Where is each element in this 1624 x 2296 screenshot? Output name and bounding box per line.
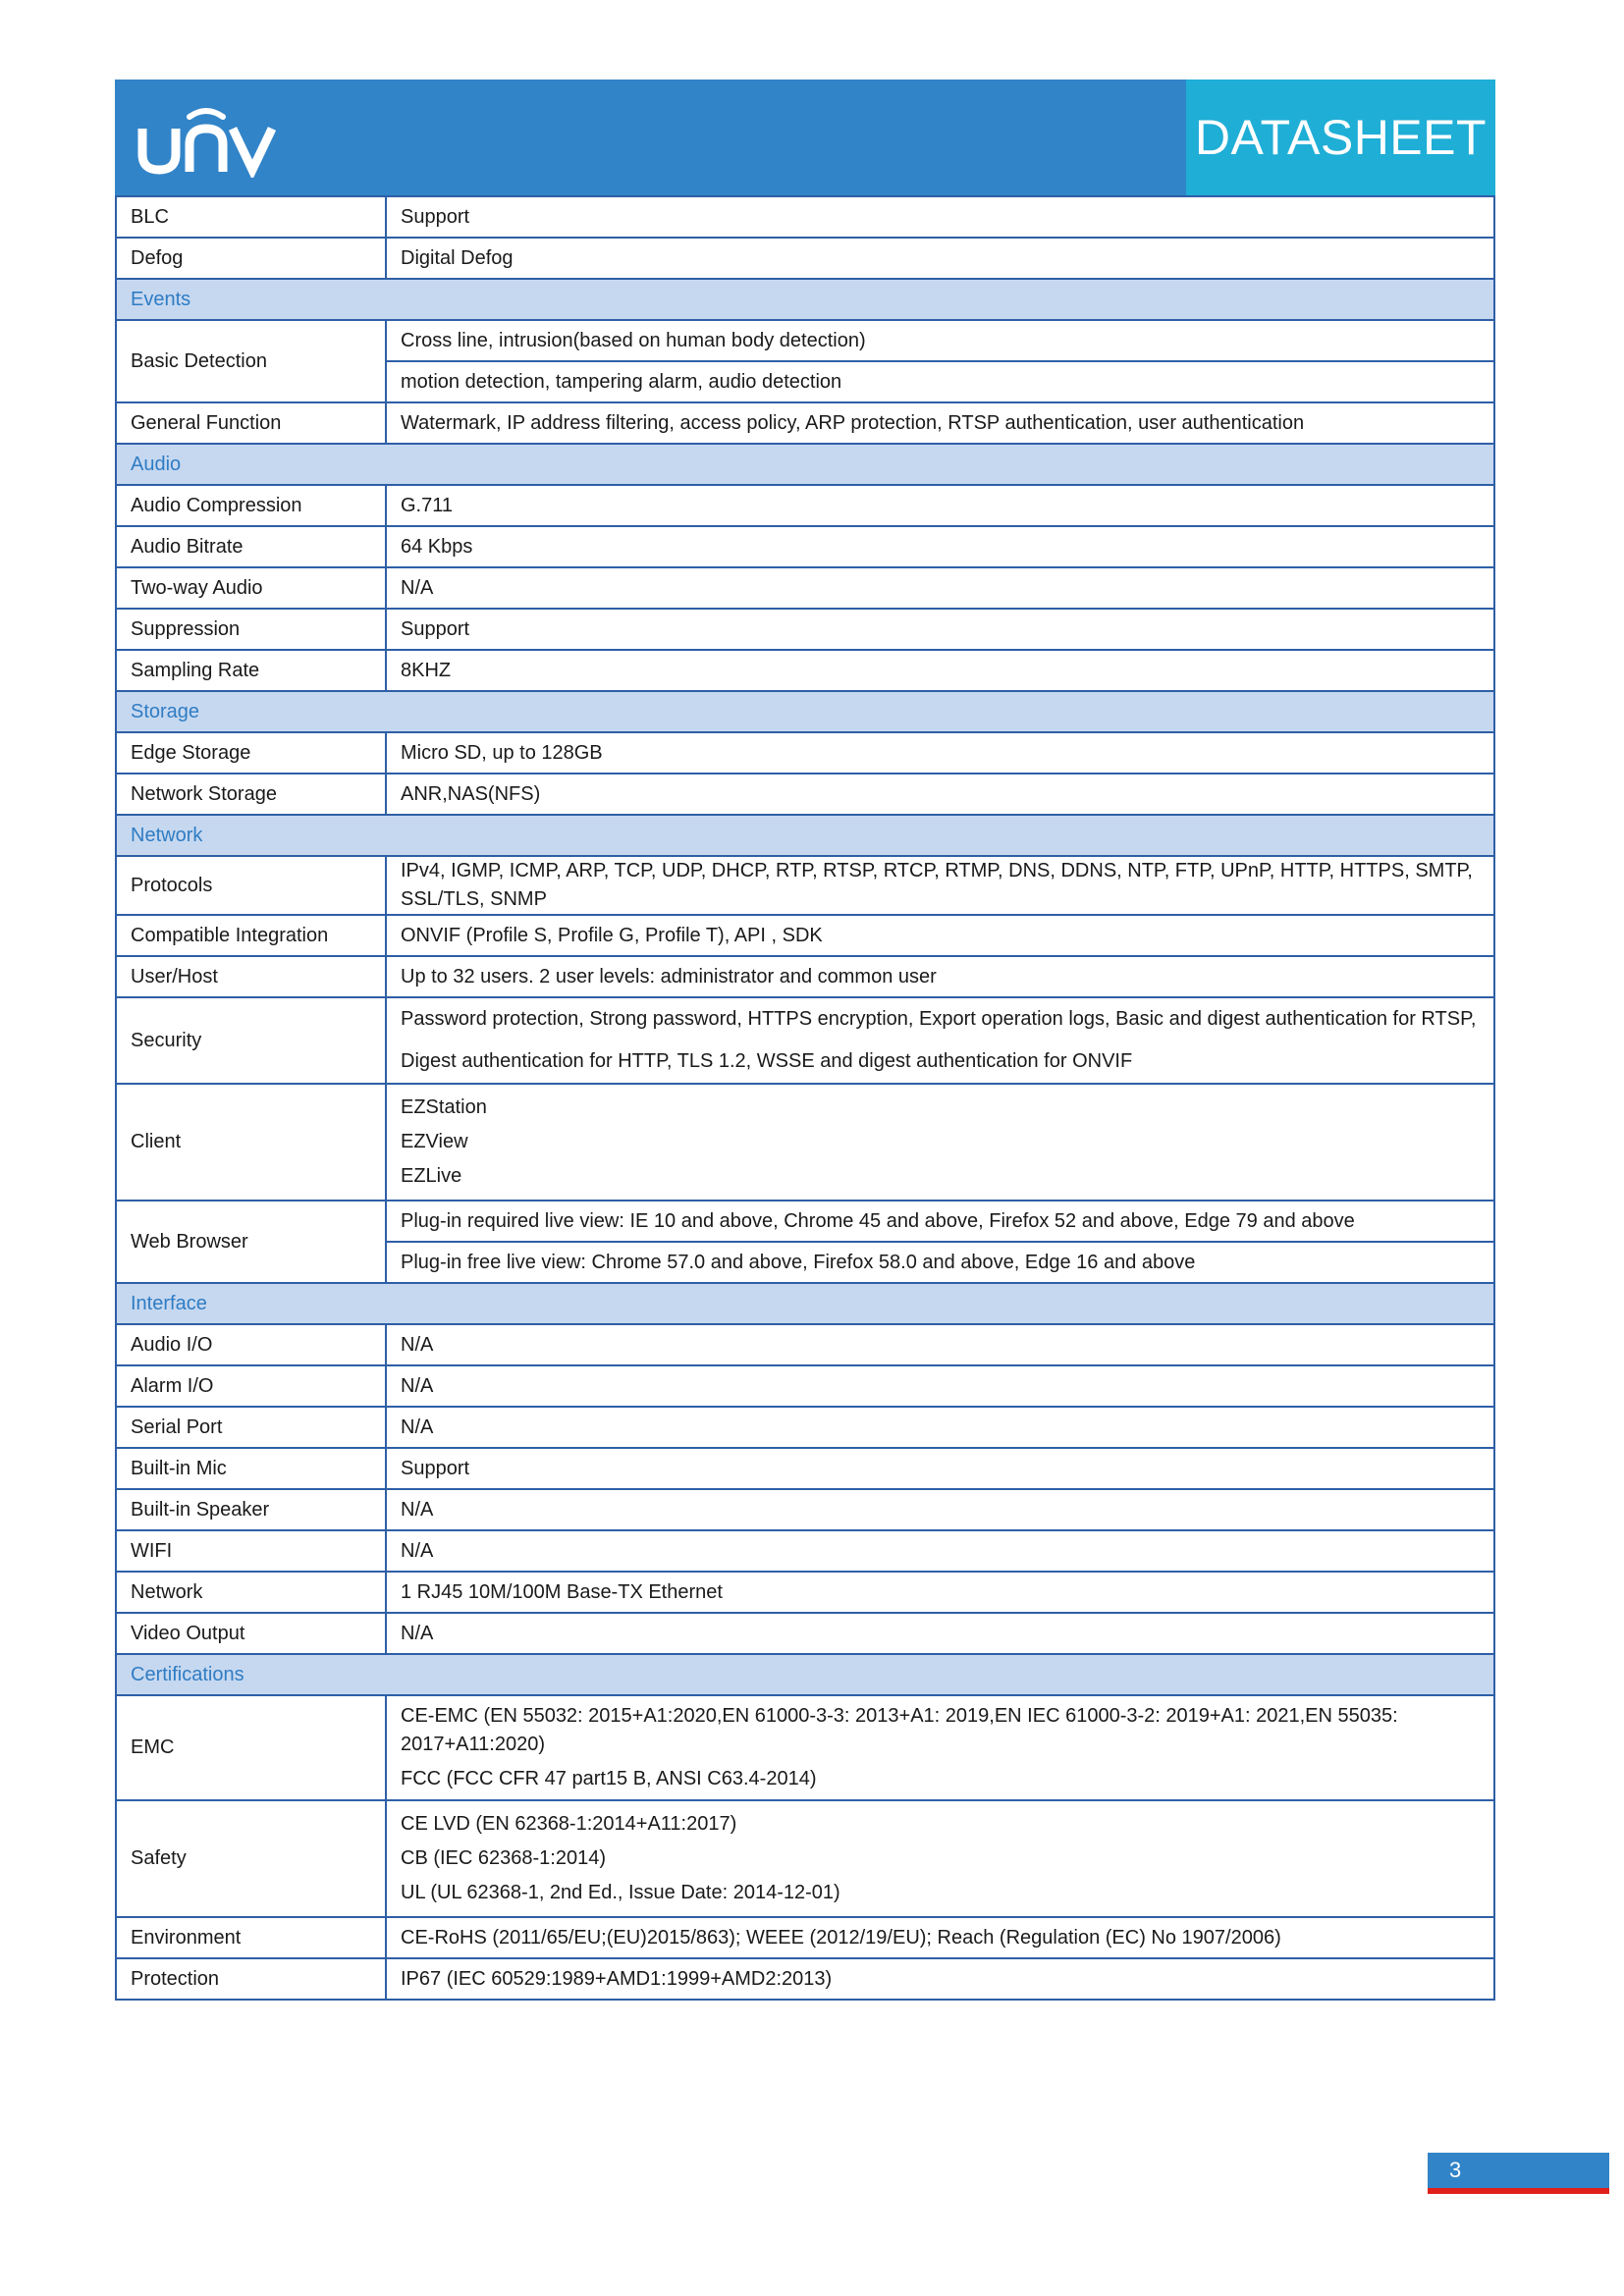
section-events <box>116 279 1494 320</box>
spec-value: N/A <box>386 1613 1494 1654</box>
spec-label: Edge Storage <box>116 732 386 774</box>
spec-row-video-output <box>116 1613 1494 1654</box>
spec-value-line: CE-EMC (EN 55032: 2015+A1:2020,EN 61000-3-3: 2013+A1: 2019,EN IEC 61000-3-2: 2019+A1: 2021,EN 55035: 2017+A11:2020) <box>401 1705 1398 1755</box>
section-network <box>116 815 1494 856</box>
spec-row-audio-bitrate <box>116 526 1494 567</box>
spec-label: Built-in Speaker <box>116 1489 386 1530</box>
spec-label: Environment <box>116 1917 386 1958</box>
unv-logo <box>133 99 280 178</box>
spec-label: Network <box>116 1572 386 1613</box>
spec-label: Network Storage <box>116 774 386 815</box>
spec-value: ONVIF (Profile S, Profile G, Profile T), API , SDK <box>386 915 1494 956</box>
header-brand-band <box>115 80 1186 195</box>
spec-value: Plug-in free live view: Chrome 57.0 and above, Firefox 58.0 and above, Edge 16 and above <box>386 1242 1494 1283</box>
page-number-underline <box>1428 2188 1609 2194</box>
spec-value-line: EZLive <box>401 1165 462 1187</box>
spec-row-basic-detection <box>116 320 1494 361</box>
spec-value: N/A <box>386 1489 1494 1530</box>
spec-row-compatible-integration <box>116 915 1494 956</box>
spec-value: Cross line, intrusion(based on human body detection) <box>386 320 1494 361</box>
spec-value-line: EZStation <box>401 1096 487 1118</box>
spec-label: EMC <box>116 1695 386 1800</box>
spec-row-audio-io <box>116 1324 1494 1365</box>
spec-value: Support <box>386 609 1494 650</box>
section-title: Events <box>116 279 1494 320</box>
spec-row-general-function <box>116 402 1494 444</box>
spec-row-blc <box>116 196 1494 238</box>
spec-row-alarm-io <box>116 1365 1494 1407</box>
spec-value: 64 Kbps <box>386 526 1494 567</box>
spec-value: ANR,NAS(NFS) <box>386 774 1494 815</box>
spec-label: Web Browser <box>116 1201 386 1283</box>
spec-value-line: Password protection, Strong password, HTTPS encryption, Export operation logs, Basic and digest authentication for RTSP, <box>401 1008 1477 1030</box>
spec-value-line: UL (UL 62368-1, 2nd Ed., Issue Date: 2014-12-01) <box>401 1882 840 1903</box>
spec-value: N/A <box>386 567 1494 609</box>
section-interface <box>116 1283 1494 1324</box>
spec-value-line: EZView <box>401 1131 468 1152</box>
spec-label: Video Output <box>116 1613 386 1654</box>
spec-row-defog <box>116 238 1494 279</box>
spec-row-serial-port <box>116 1407 1494 1448</box>
section-title: Network <box>116 815 1494 856</box>
spec-value: 8KHZ <box>386 650 1494 691</box>
spec-row-built-in-speaker <box>116 1489 1494 1530</box>
spec-value: N/A <box>386 1530 1494 1572</box>
spec-row-client <box>116 1084 1494 1201</box>
spec-row-wifi <box>116 1530 1494 1572</box>
spec-row-suppression <box>116 609 1494 650</box>
spec-label: Sampling Rate <box>116 650 386 691</box>
spec-label: General Function <box>116 402 386 444</box>
spec-label: Alarm I/O <box>116 1365 386 1407</box>
spec-value-group <box>386 997 1494 1084</box>
spec-value-line: CB (IEC 62368-1:2014) <box>401 1847 607 1869</box>
spec-row-network-storage <box>116 774 1494 815</box>
section-certifications <box>116 1654 1494 1695</box>
spec-value-line: FCC (FCC CFR 47 part15 B, ANSI C63.4-2014) <box>401 1768 817 1789</box>
spec-label: Defog <box>116 238 386 279</box>
section-title: Certifications <box>116 1654 1494 1695</box>
spec-value: Support <box>386 1448 1494 1489</box>
spec-label: User/Host <box>116 956 386 997</box>
spec-row-network-interface <box>116 1572 1494 1613</box>
spec-row-sampling-rate <box>116 650 1494 691</box>
spec-value-line: CE LVD (EN 62368-1:2014+A11:2017) <box>401 1813 737 1835</box>
spec-label: Suppression <box>116 609 386 650</box>
spec-value: N/A <box>386 1324 1494 1365</box>
spec-value: IPv4, IGMP, ICMP, ARP, TCP, UDP, DHCP, RTP, RTSP, RTCP, RTMP, DNS, DDNS, NTP, FTP, UPnP, HTTP, HTTPS, SMTP, SSL/TLS, SNMP <box>386 856 1494 915</box>
spec-label: Audio Compression <box>116 485 386 526</box>
spec-row-two-way-audio <box>116 567 1494 609</box>
spec-label: Protocols <box>116 856 386 915</box>
spec-value-group <box>386 1084 1494 1201</box>
spec-label: Audio I/O <box>116 1324 386 1365</box>
spec-row-protocols <box>116 856 1494 915</box>
spec-row-audio-compression <box>116 485 1494 526</box>
spec-label: Built-in Mic <box>116 1448 386 1489</box>
spec-value: G.711 <box>386 485 1494 526</box>
spec-value-group <box>386 1800 1494 1917</box>
spec-label: Compatible Integration <box>116 915 386 956</box>
spec-row-web-browser <box>116 1201 1494 1242</box>
spec-label: Two-way Audio <box>116 567 386 609</box>
spec-value-group <box>386 1695 1494 1800</box>
section-storage <box>116 691 1494 732</box>
datasheet-header <box>115 80 1495 195</box>
spec-value: 1 RJ45 10M/100M Base-TX Ethernet <box>386 1572 1494 1613</box>
spec-value: Support <box>386 196 1494 238</box>
spec-label: Safety <box>116 1800 386 1917</box>
page-number: 3 <box>1428 2153 1609 2188</box>
section-title: Audio <box>116 444 1494 485</box>
spec-row-protection <box>116 1958 1494 2000</box>
spec-value: Micro SD, up to 128GB <box>386 732 1494 774</box>
spec-row-safety <box>116 1800 1494 1917</box>
datasheet-title: DATASHEET <box>1186 80 1495 195</box>
spec-label: Security <box>116 997 386 1084</box>
spec-label: Serial Port <box>116 1407 386 1448</box>
spec-label: Protection <box>116 1958 386 2000</box>
spec-label: Basic Detection <box>116 320 386 402</box>
section-title: Interface <box>116 1283 1494 1324</box>
spec-value: IP67 (IEC 60529:1989+AMD1:1999+AMD2:2013) <box>386 1958 1494 2000</box>
spec-row-environment <box>116 1917 1494 1958</box>
spec-label: Audio Bitrate <box>116 526 386 567</box>
spec-value: CE-RoHS (2011/65/EU;(EU)2015/863); WEEE (2012/19/EU); Reach (Regulation (EC) No 1907/2006) <box>386 1917 1494 1958</box>
section-audio <box>116 444 1494 485</box>
section-title: Storage <box>116 691 1494 732</box>
spec-label: Client <box>116 1084 386 1201</box>
spec-row-security <box>116 997 1494 1084</box>
spec-value: Up to 32 users. 2 user levels: administrator and common user <box>386 956 1494 997</box>
spec-row-built-in-mic <box>116 1448 1494 1489</box>
spec-value: N/A <box>386 1365 1494 1407</box>
spec-label: WIFI <box>116 1530 386 1572</box>
spec-row-edge-storage <box>116 732 1494 774</box>
spec-value: N/A <box>386 1407 1494 1448</box>
spec-value: Digital Defog <box>386 238 1494 279</box>
spec-row-user-host <box>116 956 1494 997</box>
spec-value-line: Digest authentication for HTTP, TLS 1.2, WSSE and digest authentication for ONVIF <box>401 1050 1133 1072</box>
spec-value: Watermark, IP address filtering, access policy, ARP protection, RTSP authentication, user authentication <box>386 402 1494 444</box>
spec-row-emc <box>116 1695 1494 1800</box>
spec-value: motion detection, tampering alarm, audio detection <box>386 361 1494 402</box>
spec-table <box>115 195 1495 2001</box>
spec-value: Plug-in required live view: IE 10 and above, Chrome 45 and above, Firefox 52 and above, Edge 79 and above <box>386 1201 1494 1242</box>
spec-label: BLC <box>116 196 386 238</box>
